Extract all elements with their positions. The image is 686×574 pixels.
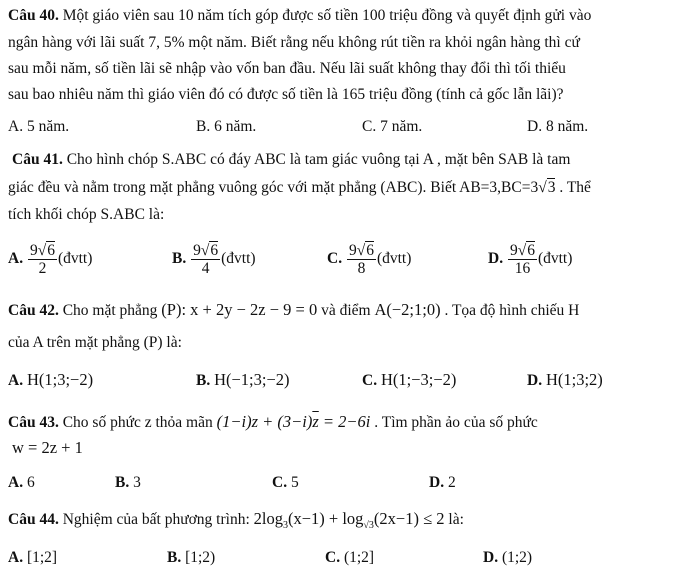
q40-option-d[interactable]: D. 8 năm. xyxy=(527,118,589,135)
option-value: 2 xyxy=(444,474,456,491)
q42-option-c[interactable] xyxy=(362,370,456,391)
q44-option-b[interactable] xyxy=(167,548,215,568)
q40-line4: sau bao nhiêu năm thì giáo viên đó có được số tiền là 165 triệu đồng (tính cả gốc lẫn lãi)? xyxy=(8,86,564,103)
fraction: $\frac{9√6}{8}$ xyxy=(348,242,374,277)
plane-equation: (P): x + 2y − 2z − 9 = 0 xyxy=(161,300,318,319)
q42-text-1b: và điểm xyxy=(317,302,375,319)
q40-label: Câu 40. xyxy=(8,7,59,24)
option-letter: D. xyxy=(527,372,543,389)
q41-option-c[interactable] xyxy=(327,242,411,277)
q41-text-1: Cho hình chóp S.ABC có đáy ABC là tam giác vuông tại A , mặt bên SAB là tam xyxy=(62,151,571,168)
q42-label: Câu 42. xyxy=(8,302,59,319)
q43-text-1a: Cho số phức z thỏa mãn xyxy=(58,414,217,431)
q43-option-d[interactable] xyxy=(429,473,456,493)
q42-text-1c: . Tọa độ hình chiếu H xyxy=(440,302,580,319)
q43-line2 xyxy=(12,438,83,459)
fraction: $\frac{9√6}{16}$ xyxy=(509,242,535,277)
option-value: 3 xyxy=(129,474,141,491)
option-letter: A. xyxy=(8,474,24,491)
option-value: H(−1;3;−2) xyxy=(214,370,290,389)
q41-option-b[interactable] xyxy=(172,242,256,277)
q41-line3: tích khối chóp S.ABC là: xyxy=(8,206,165,223)
option-letter: A. xyxy=(8,250,24,268)
q44-option-a[interactable] xyxy=(8,548,57,568)
sqrt-symbol: √ xyxy=(538,179,547,196)
q40-line1 xyxy=(8,6,591,26)
q43-option-b[interactable] xyxy=(115,473,141,493)
q40-option-b[interactable]: B. 6 năm. xyxy=(196,118,257,135)
q41-radicand: 3 xyxy=(547,179,556,196)
q41-label: Câu 41. xyxy=(12,151,63,168)
q40-option-a[interactable]: A. 5 năm. xyxy=(8,118,70,135)
option-letter: B. xyxy=(196,372,211,389)
option-letter: A. xyxy=(8,372,24,389)
option-value: H(1;−3;−2) xyxy=(380,370,457,389)
unit-label: (đvtt) xyxy=(221,250,256,268)
option-value: H(1;3;−2) xyxy=(26,370,94,389)
fraction: $\frac{9√6}{4}$ xyxy=(193,242,219,277)
option-letter: D. xyxy=(483,549,499,566)
q43-line1 xyxy=(8,412,538,433)
q42-line2: của A trên mặt phẳng (P) là: xyxy=(8,334,182,351)
option-letter: D. xyxy=(429,474,445,491)
q41-text-2a: giác đều và nằm trong mặt phẳng vuông góc với mặt phẳng (ABC). Biết AB=3,BC=3 xyxy=(8,179,539,196)
option-letter: C. xyxy=(272,474,288,491)
complex-equation: $(1-i)z + (3-i)\overline{z} = 2-6i$ xyxy=(216,412,371,431)
q40-line3: sau mỗi năm, số tiền lãi sẽ nhập vào vốn ban đầu. Nếu lãi suất không thay đổi thì tối thiểu xyxy=(8,60,566,77)
q41-option-a[interactable] xyxy=(8,242,92,277)
q42-text-1a: Cho mặt phẳng xyxy=(58,302,162,319)
w-definition: w = 2z + 1 xyxy=(12,438,83,457)
q43-option-a[interactable] xyxy=(8,473,35,493)
point-a: A(−2;1;0) xyxy=(374,300,441,319)
q44-option-d[interactable] xyxy=(483,548,532,568)
q41-text-2b: . Thể xyxy=(555,179,591,196)
q43-option-c[interactable] xyxy=(272,473,299,493)
option-letter: A. xyxy=(8,549,24,566)
option-letter: C. xyxy=(325,549,341,566)
option-value: H(1;3;2) xyxy=(545,370,603,389)
option-value: 5 xyxy=(287,474,299,491)
q44-text-1b: là: xyxy=(444,511,464,528)
option-letter: B. xyxy=(115,474,130,491)
q43-label: Câu 43. xyxy=(8,414,59,431)
q44-label: Câu 44. xyxy=(8,511,59,528)
option-value: (1;2) xyxy=(498,549,533,566)
q43-text-1b: . Tìm phần ảo của số phức xyxy=(370,414,538,431)
q44-line1 xyxy=(8,509,464,536)
q42-option-a[interactable] xyxy=(8,370,93,391)
option-letter: B. xyxy=(172,250,187,268)
q42-option-d[interactable] xyxy=(527,370,603,391)
q42-option-b[interactable] xyxy=(196,370,290,391)
option-value: [1;2] xyxy=(23,549,58,566)
q40-text-1: Một giáo viên sau 10 năm tích góp được số tiền 100 triệu đồng và quyết định gửi vào xyxy=(58,7,592,24)
unit-label: (đvtt) xyxy=(57,250,93,268)
q40-line2: ngân hàng với lãi suất 7, 5% một năm. Biết rằng nếu không rút tiền ra khỏi ngân hàng thì cứ xyxy=(8,34,580,51)
fraction: $\frac{9√6}{2}$ xyxy=(29,242,55,277)
unit-label: (đvtt) xyxy=(537,250,573,268)
option-letter: C. xyxy=(327,250,343,268)
log-inequality: $2\log_3(x-1) + \log_{√3}(2x-1) \le 2$ xyxy=(253,509,445,531)
option-value: [1;2) xyxy=(181,549,216,566)
q41-line2 xyxy=(8,178,591,198)
option-value: 6 xyxy=(23,474,35,491)
q40-option-c[interactable]: C. 7 năm. xyxy=(362,118,423,135)
q44-text-1a: Nghiệm của bất phương trình: xyxy=(58,511,254,528)
option-letter: B. xyxy=(167,549,182,566)
option-value: (1;2] xyxy=(340,549,375,566)
unit-label: (đvtt) xyxy=(376,250,412,268)
q41-line1 xyxy=(12,150,570,170)
option-letter: D. xyxy=(488,250,504,268)
q42-line1 xyxy=(8,300,579,321)
q44-option-c[interactable] xyxy=(325,548,374,568)
option-letter: C. xyxy=(362,372,378,389)
q41-option-d[interactable] xyxy=(488,242,572,277)
